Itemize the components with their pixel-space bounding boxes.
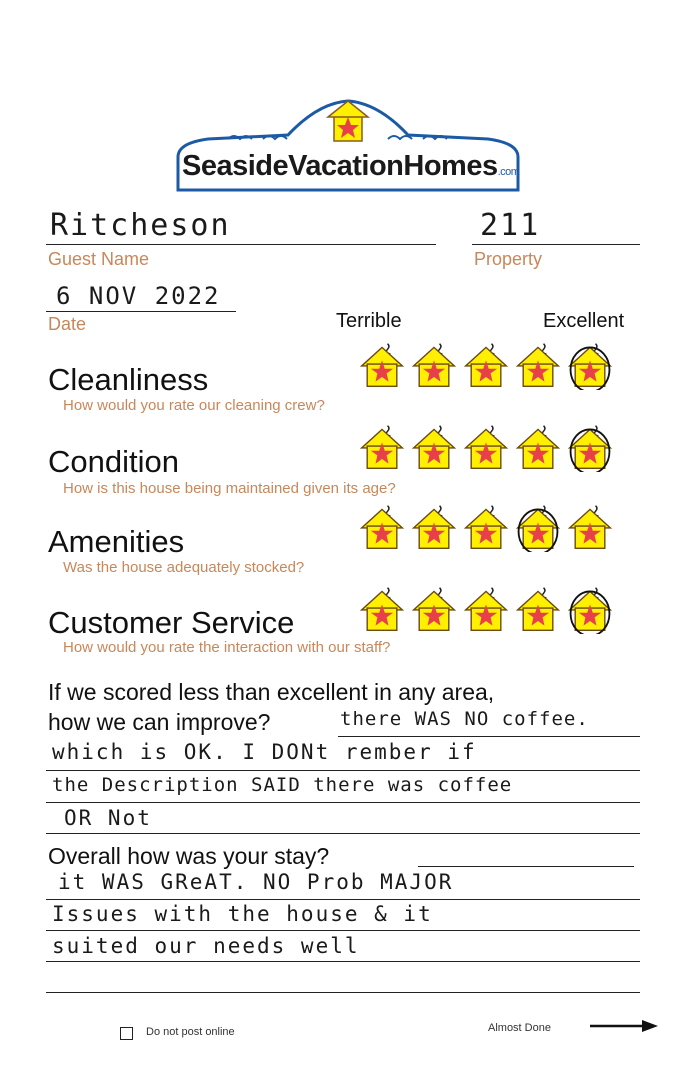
category-hint-cleanliness: How would you rate our cleaning crew? bbox=[63, 397, 325, 414]
scale-low-label: Terrible bbox=[336, 310, 402, 332]
category-label-customer-service: Customer Service bbox=[48, 605, 295, 640]
overall-answer-3[interactable]: suited our needs well bbox=[52, 934, 360, 958]
rating-house-star-icon[interactable] bbox=[410, 584, 458, 634]
overall-line-4 bbox=[46, 992, 640, 993]
rating-house-star-icon[interactable] bbox=[462, 502, 510, 552]
rating-house-star-icon[interactable] bbox=[566, 340, 614, 390]
category-hint-customer-service: How would you rate the interaction with our staff? bbox=[63, 639, 391, 656]
date-value[interactable]: 6 NOV 2022 bbox=[56, 282, 221, 310]
almost-done-label: Almost Done bbox=[488, 1022, 551, 1034]
rating-house-star-icon[interactable] bbox=[514, 422, 562, 472]
improve-answer-3[interactable]: the Description SAID there was coffee bbox=[52, 774, 513, 796]
date-line bbox=[46, 311, 236, 312]
overall-line-1 bbox=[46, 899, 640, 900]
property-line bbox=[472, 244, 640, 245]
property-caption: Property bbox=[474, 249, 543, 269]
improve-question-line-2: how we can improve? bbox=[48, 709, 271, 735]
property-value[interactable]: 211 bbox=[480, 208, 541, 243]
overall-line-2 bbox=[46, 930, 640, 931]
do-not-post-label: Do not post online bbox=[146, 1026, 235, 1038]
rating-house-star-icon[interactable] bbox=[358, 584, 406, 634]
rating-house-star-icon[interactable] bbox=[462, 584, 510, 634]
rating-house-star-icon[interactable] bbox=[358, 422, 406, 472]
improve-question-line-1: If we scored less than excellent in any area, bbox=[48, 679, 495, 705]
logo-tld: .com bbox=[497, 166, 520, 178]
rating-house-star-icon[interactable] bbox=[358, 502, 406, 552]
improve-answer-4[interactable]: OR Not bbox=[64, 806, 152, 830]
category-label-condition: Condition bbox=[48, 444, 179, 479]
rating-house-star-icon[interactable] bbox=[410, 502, 458, 552]
next-arrow-icon[interactable] bbox=[590, 1018, 660, 1034]
improve-line-2 bbox=[46, 770, 640, 771]
rating-house-star-icon[interactable] bbox=[514, 502, 562, 552]
rating-house-star-icon[interactable] bbox=[514, 584, 562, 634]
overall-line-0 bbox=[418, 866, 634, 867]
rating-house-star-icon[interactable] bbox=[462, 422, 510, 472]
category-hint-amenities: Was the house adequately stocked? bbox=[63, 559, 305, 576]
improve-line-4 bbox=[46, 833, 640, 834]
date-caption: Date bbox=[48, 314, 87, 334]
improve-line-1 bbox=[338, 736, 640, 737]
improve-answer-1[interactable]: there WAS NO coffee. bbox=[340, 708, 589, 730]
guest-name-line bbox=[46, 244, 436, 245]
rating-house-star-icon[interactable] bbox=[410, 422, 458, 472]
logo-brand: SeasideVacationHomes bbox=[182, 150, 498, 182]
category-hint-condition: How is this house being maintained given its age? bbox=[63, 480, 396, 497]
improve-answer-2[interactable]: which is OK. I DONt rember if bbox=[52, 740, 477, 764]
rating-house-star-icon[interactable] bbox=[566, 502, 614, 552]
rating-house-star-icon[interactable] bbox=[514, 340, 562, 390]
overall-question: Overall how was your stay? bbox=[48, 843, 330, 869]
rating-house-star-icon[interactable] bbox=[410, 340, 458, 390]
category-label-amenities: Amenities bbox=[48, 524, 185, 559]
rating-house-star-icon[interactable] bbox=[566, 422, 614, 472]
overall-answer-1[interactable]: it WAS GReAT. NO Prob MAJOR bbox=[58, 870, 454, 894]
overall-line-3 bbox=[46, 961, 640, 962]
rating-house-star-icon[interactable] bbox=[358, 340, 406, 390]
scale-high-label: Excellent bbox=[543, 310, 625, 332]
rating-house-star-icon[interactable] bbox=[462, 340, 510, 390]
improve-line-3 bbox=[46, 802, 640, 803]
logo-brand-text bbox=[182, 150, 519, 183]
overall-answer-2[interactable]: Issues with the house & it bbox=[52, 902, 433, 926]
guest-name-caption: Guest Name bbox=[48, 249, 150, 269]
rating-house-star-icon[interactable] bbox=[566, 584, 614, 634]
do-not-post-checkbox[interactable] bbox=[120, 1027, 133, 1040]
guest-name-value[interactable]: Ritcheson bbox=[50, 208, 231, 243]
category-label-cleanliness: Cleanliness bbox=[48, 362, 209, 397]
